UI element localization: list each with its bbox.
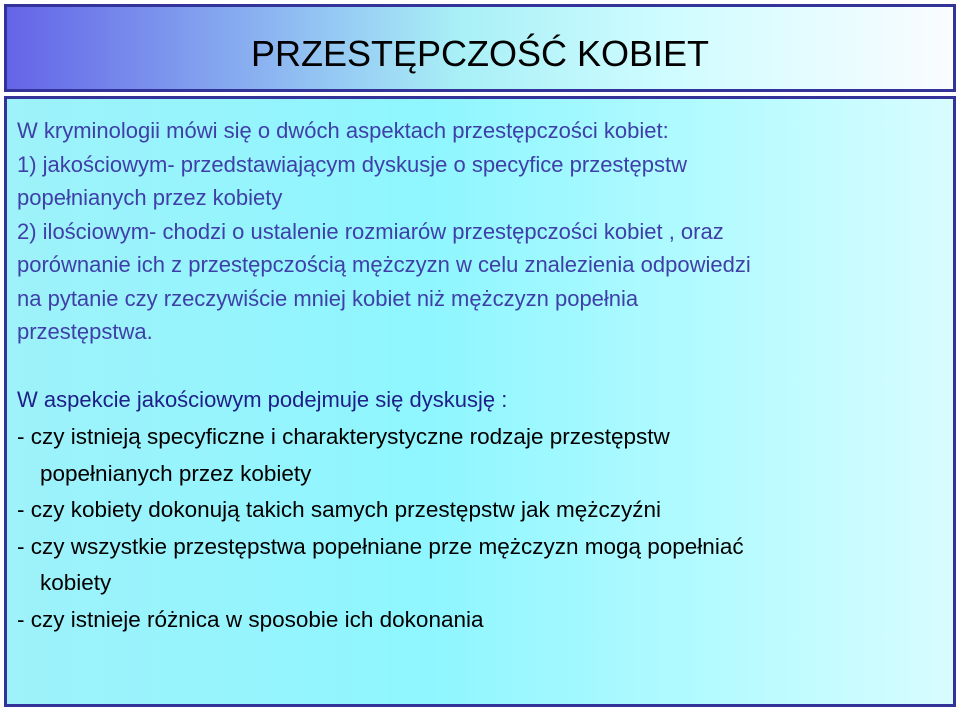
aspect-list: [17, 419, 947, 638]
slide-title: PRZESTĘPCZOŚĆ KOBIET: [250, 33, 710, 74]
intro-paragraph: [17, 114, 947, 349]
intro-line: porównanie ich z przestępczością mężczyzn w celu znalezienia odpowiedzi: [17, 252, 751, 277]
aspect-item: - czy istnieją specyficzne i charakterystyczne rodzaje przestępstw: [17, 424, 670, 449]
intro-line: popełnianych przez kobiety: [17, 185, 283, 210]
aspect-item-continuation: popełnianych przez kobiety: [40, 460, 312, 486]
aspect-item: - czy kobiety dokonują takich samych przestępstw jak mężczyźni: [17, 497, 661, 522]
title-box: [4, 4, 956, 92]
aspect-item-continuation: kobiety: [40, 570, 112, 595]
intro-line: W kryminologii mówi się o dwóch aspektach przestępczości kobiet:: [17, 118, 669, 143]
aspect-item: - czy istnieje różnica w sposobie ich dokonania: [17, 606, 484, 632]
intro-line: 2) ilościowym- chodzi o ustalenie rozmiarów przestępczości kobiet , oraz: [17, 218, 724, 244]
aspect-item: - czy wszystkie przestępstwa popełniane prze mężczyzn mogą popełniać: [17, 533, 744, 559]
aspect-heading: W aspekcie jakościowym podejmuje się dyskusję :: [17, 387, 508, 412]
intro-line: przestępstwa.: [17, 319, 153, 344]
intro-line: na pytanie czy rzeczywiście mniej kobiet niż mężczyzn popełnia: [17, 285, 639, 311]
intro-line: 1) jakościowym- przedstawiającym dyskusje o specyfice przestępstw: [17, 151, 688, 177]
content-box: [4, 96, 956, 707]
